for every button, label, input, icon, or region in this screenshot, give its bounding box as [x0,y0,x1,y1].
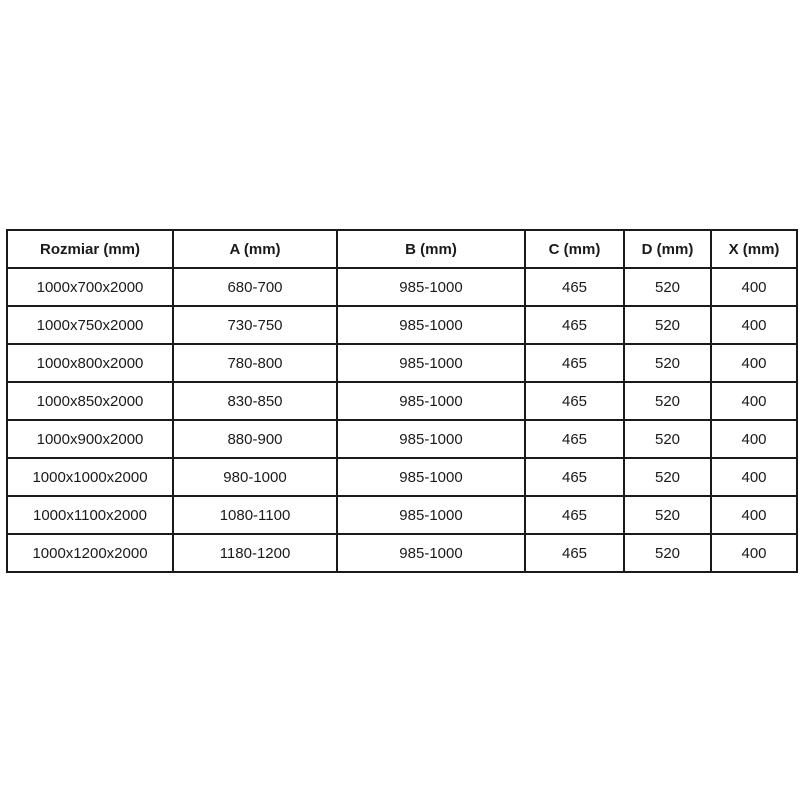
table-cell: 465 [525,382,624,420]
table-cell: 400 [711,268,797,306]
table-cell: 465 [525,344,624,382]
table-cell: 985-1000 [337,534,525,572]
table-cell: 520 [624,306,711,344]
table-cell: 680-700 [173,268,337,306]
table-cell: 520 [624,344,711,382]
table-cell: 465 [525,534,624,572]
column-header-d: D (mm) [624,230,711,268]
table-cell: 1000x850x2000 [7,382,173,420]
table-cell: 830-850 [173,382,337,420]
table-cell: 520 [624,496,711,534]
table-cell: 1180-1200 [173,534,337,572]
table-cell: 520 [624,268,711,306]
table-cell: 400 [711,496,797,534]
column-header-b: B (mm) [337,230,525,268]
table-cell: 985-1000 [337,420,525,458]
table-cell: 780-800 [173,344,337,382]
table-cell: 985-1000 [337,344,525,382]
table-cell: 1000x750x2000 [7,306,173,344]
table-cell: 985-1000 [337,268,525,306]
column-header-a: A (mm) [173,230,337,268]
table-cell: 980-1000 [173,458,337,496]
table-cell: 985-1000 [337,382,525,420]
table-cell: 1000x1100x2000 [7,496,173,534]
table-cell: 400 [711,382,797,420]
table-row [7,496,797,534]
table-body [7,268,797,572]
table-row [7,344,797,382]
table-cell: 400 [711,306,797,344]
table-cell: 520 [624,382,711,420]
column-header-rozmiar: Rozmiar (mm) [7,230,173,268]
table-cell: 400 [711,534,797,572]
table-row [7,420,797,458]
table-cell: 1000x700x2000 [7,268,173,306]
table-cell: 1080-1100 [173,496,337,534]
table-cell: 520 [624,420,711,458]
table-cell: 520 [624,458,711,496]
table-cell: 1000x900x2000 [7,420,173,458]
table-row [7,306,797,344]
table-row [7,382,797,420]
table-cell: 400 [711,344,797,382]
column-header-c: C (mm) [525,230,624,268]
table-cell: 520 [624,534,711,572]
table-cell: 985-1000 [337,458,525,496]
table-row [7,458,797,496]
table-cell: 1000x1000x2000 [7,458,173,496]
table-cell: 1000x1200x2000 [7,534,173,572]
table-header [7,230,797,268]
table-row [7,268,797,306]
table-cell: 985-1000 [337,306,525,344]
table-cell: 465 [525,458,624,496]
table-cell: 465 [525,268,624,306]
dimensions-table [6,229,798,573]
table-cell: 465 [525,306,624,344]
table-cell: 1000x800x2000 [7,344,173,382]
table-cell: 730-750 [173,306,337,344]
table-cell: 465 [525,496,624,534]
table-cell: 985-1000 [337,496,525,534]
table-cell: 400 [711,420,797,458]
table-header-row [7,230,797,268]
table-row [7,534,797,572]
column-header-x: X (mm) [711,230,797,268]
table-cell: 400 [711,458,797,496]
table-cell: 880-900 [173,420,337,458]
table-cell: 465 [525,420,624,458]
